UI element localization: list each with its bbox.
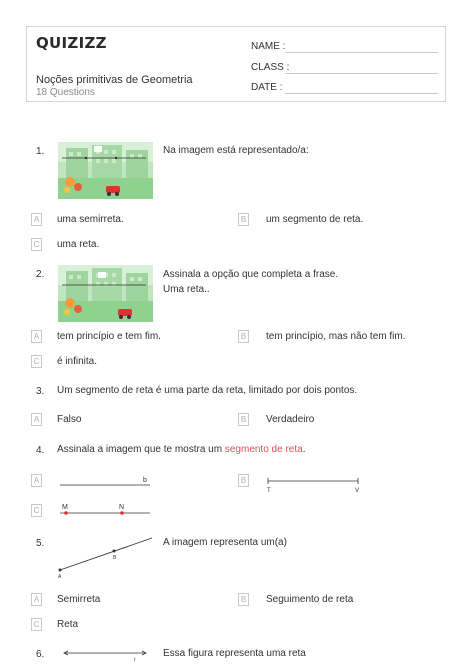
- option-letter-box: A: [31, 213, 42, 226]
- option-text[interactable]: Verdadeiro: [266, 414, 315, 425]
- question-number: 6.: [36, 649, 45, 660]
- option-letter-box: C: [31, 355, 42, 368]
- option-letter-box: B: [238, 213, 249, 226]
- worksheet-title: Noções primitivas de Geometria: [36, 74, 193, 86]
- option-letter-box: C: [31, 238, 42, 251]
- option-text[interactable]: Seguimento de reta: [266, 594, 354, 605]
- figure-label-left: M: [62, 504, 68, 511]
- option-text[interactable]: tem princípio e tem fim.: [57, 331, 161, 342]
- segment-figure-option-b[interactable]: [264, 472, 362, 494]
- line-figure-option-a[interactable]: [58, 474, 154, 490]
- option-text[interactable]: é infinita.: [57, 356, 98, 367]
- street-scene-image: [58, 142, 153, 199]
- question-text-suffix: .: [302, 444, 306, 455]
- question-number: 1.: [36, 146, 45, 157]
- class-field[interactable]: [285, 73, 438, 74]
- figure-label: b: [143, 477, 147, 484]
- quizizz-logo: QUIZIZZ: [36, 34, 107, 52]
- option-letter-box: C: [31, 504, 42, 517]
- question-text: Essa figura representa uma reta: [163, 648, 306, 659]
- highlighted-term: segmento de reta: [224, 444, 303, 455]
- option-letter-box: A: [31, 593, 42, 606]
- option-letter-box: B: [238, 413, 249, 426]
- class-label: CLASS :: [251, 62, 290, 73]
- figure-label: r: [134, 657, 136, 662]
- figure-label-right: V: [355, 488, 360, 494]
- figure-label-right: N: [119, 504, 125, 511]
- option-text[interactable]: Semirreta: [57, 594, 101, 605]
- question-count: 18 Questions: [36, 87, 95, 98]
- option-letter-box: A: [31, 330, 42, 343]
- question-text: A imagem representa um(a): [163, 537, 287, 548]
- question-number: 4.: [36, 445, 45, 456]
- question-number: 2.: [36, 269, 45, 280]
- question-text-line2: Uma reta..: [163, 284, 210, 295]
- option-text[interactable]: Reta: [57, 619, 79, 630]
- option-text[interactable]: Falso: [57, 414, 82, 425]
- name-field[interactable]: [285, 52, 438, 53]
- question-text: [57, 443, 305, 457]
- figure-label-a: A: [58, 574, 62, 580]
- figure-label-left: T: [267, 488, 271, 494]
- option-text[interactable]: tem princípio, mas não tem fim.: [266, 331, 406, 342]
- option-letter-box: B: [238, 593, 249, 606]
- option-letter-box: B: [238, 330, 249, 343]
- question-text: Um segmento de reta é uma parte da reta, limitado por dois pontos.: [57, 385, 358, 396]
- line-figure-image: [60, 648, 150, 662]
- option-text[interactable]: uma reta.: [57, 239, 100, 250]
- ray-figure-image: [56, 530, 156, 580]
- option-letter-box: B: [238, 474, 249, 487]
- street-scene-image: [58, 265, 153, 322]
- line-figure-option-c[interactable]: [58, 500, 154, 520]
- question-number: 3.: [36, 386, 45, 397]
- date-label: DATE :: [251, 82, 283, 93]
- name-label: NAME :: [251, 41, 286, 52]
- question-text-prefix: Assinala a imagem que te mostra um: [57, 444, 225, 455]
- option-letter-box: C: [31, 618, 42, 631]
- question-text: Na imagem está representado/a:: [163, 145, 309, 156]
- option-text[interactable]: uma semirreta.: [57, 214, 124, 225]
- figure-label-b: B: [113, 555, 117, 561]
- option-letter-box: A: [31, 474, 42, 487]
- date-field[interactable]: [285, 93, 438, 94]
- question-text: Assinala a opção que completa a frase.: [163, 269, 339, 280]
- question-number: 5.: [36, 538, 45, 549]
- option-letter-box: A: [31, 413, 42, 426]
- option-text[interactable]: um segmento de reta.: [266, 214, 364, 225]
